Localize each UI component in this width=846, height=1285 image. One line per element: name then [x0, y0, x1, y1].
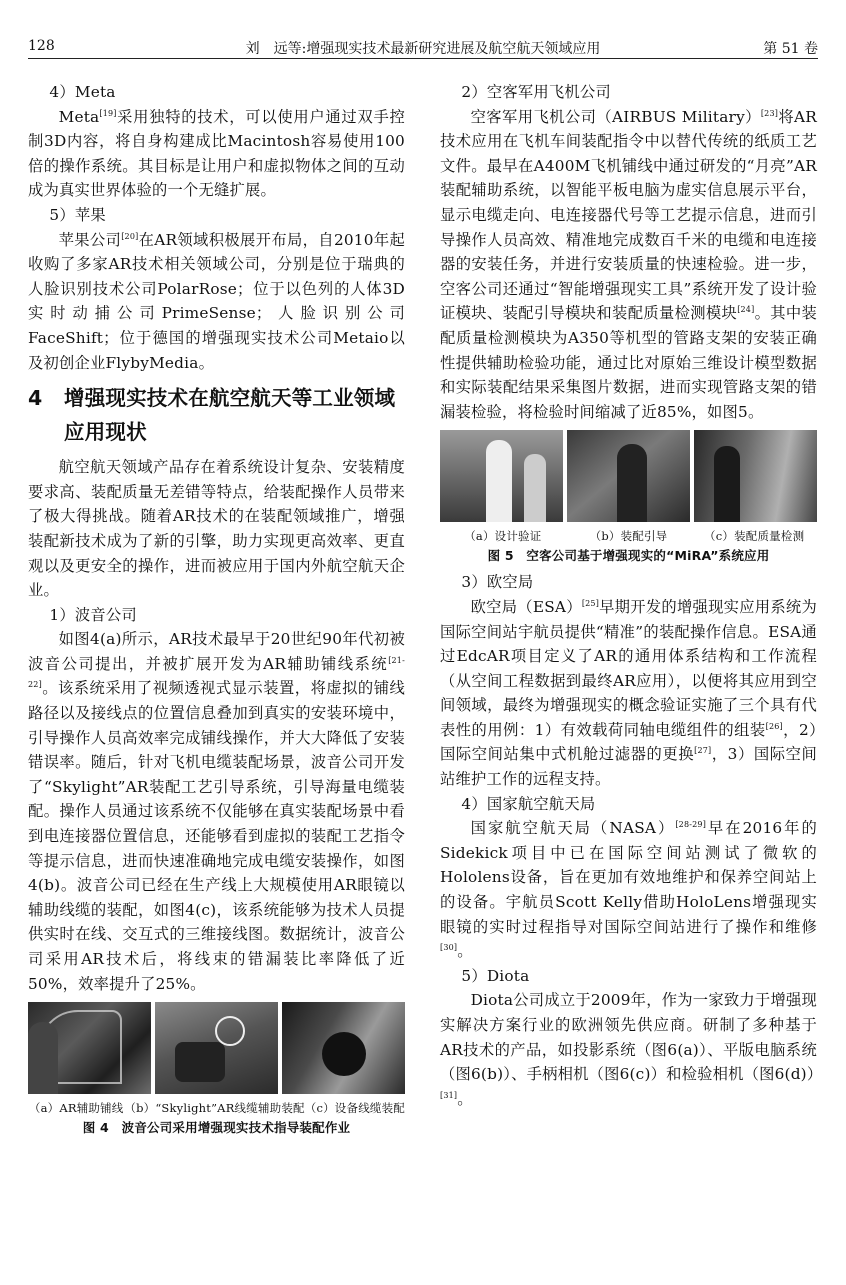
- fig5-title: 图 5 空客公司基于增强现实的“MiRA”系统应用: [487, 548, 770, 564]
- subhead-boeing: 1）波音公司: [49, 605, 137, 624]
- paragraph-apple: 苹果公司[20]在AR领域积极展开布局，自2010年起收购了多家AR技术相关领域公司，分别是位于瑞典的人脸识别技术公司PolarRose；位于以色列的人体3D实时动捕公司PrimeSense；人脸识别公司FaceShift；位于德国的增强现实技术公司Metaio以及初创企业FlybyMedia。: [28, 230, 405, 372]
- section-heading: [28, 381, 405, 449]
- fig5b-photo: [567, 430, 690, 522]
- fig4a-photo: [28, 1002, 151, 1094]
- fig5b-caption: （b）装配引导: [589, 529, 668, 544]
- fig4b-caption: （b）“Skylight”AR线缆辅助装配: [124, 1101, 305, 1116]
- paragraph-boeing: 如图4(a)所示，AR技术最早于20世纪90年代初被波音公司提出，并被扩展开发为AR辅助铺线系统[21-22]。该系统采用了视频透视式显示装置，将虚拟的铺线路径以及接线点的位置信息叠加到真实的安装环境中，引导操作人员高效率完成铺线操作，并大大降低了安装错误率。随后，针对飞机电缆装配场景，波音公司开发了“Skylight”AR装配工艺引导系统，引导海量电缆装配。操作人员通过该系统不仅能够在真实装配场景中看到电连接器位置信息，还能够看到虚拟的装配工艺指令等提示信息，进而快速准确地完成电缆安装操作，如图4(b)。波音公司已经在生产线上大规模使用AR眼镜以辅助线缆的装配，如图4(c)，该系统能够为技术人员提供实时在线、交互式的三维接线图。数据统计，波音公司采用AR技术后，将线束的错漏装比率降低了近50%，效率提升了25%。: [28, 630, 405, 993]
- fig4a-caption: （a）AR辅助铺线: [28, 1101, 124, 1116]
- subhead-airbus: 2）空客军用飞机公司: [461, 83, 611, 101]
- fig4b-photo: [155, 1002, 278, 1094]
- fig5c-caption: （c）装配质量检测: [704, 529, 805, 544]
- paragraph-diota: Diota公司成立于2009年，作为一家致力于增强现实解决方案行业的欧洲领先供应商。研制了多种基于AR技术的产品，如投影系统（图6(a)）、平版电脑系统（图6(b)）、手柄相机（图6(c)）和检验相机（图6(d)）[31]。: [440, 991, 823, 1108]
- subhead-esa: 3）欧空局: [461, 573, 534, 592]
- fig5c-photo: [694, 430, 817, 522]
- paragraph-esa: 欧空局（ESA）[25]早期开发的增强现实应用系统为国际空间站宇航员提供“精准”的装配操作信息。ESA通过EdcAR项目定义了AR的通用体系结构和工作流程（从空间工程数据到最终AR应用），以便将其应用到空间领域，最终为增强现实的概念验证实施了三个具有代表性的用例：1）有效载荷同轴电缆组件的组装[26]，2）国际空间站集中式机舱过滤器的更换[27]，3）国际空间站维护工作的远程支持。: [440, 597, 817, 789]
- section-title: 增强现实技术在航空航天等工业领域应用现状: [64, 386, 396, 445]
- right-column: [440, 80, 823, 1111]
- subhead-meta: 4）Meta: [49, 83, 116, 101]
- page-number: 128: [28, 38, 55, 54]
- paragraph-nasa: 国家航空航天局（NASA）[28-29]早在2016年的Sidekick项目中已在国际空间站测试了微软的Hololens设备，旨在更加有效地维护和保养空间站上的设备。宇航员Scott Kelly借助HoloLens增强现实眼镜的实时过程指导对国际空间站进行了操作和维修[30]。: [440, 819, 818, 961]
- subhead-nasa: 4）国家航空航天局: [461, 794, 596, 813]
- section-number: 4: [28, 386, 43, 411]
- fig5a-photo: [440, 430, 563, 522]
- fig5a-caption: （a）设计验证: [464, 529, 542, 544]
- running-title: 刘 远等:增强现实技术最新研究进展及航空航天领域应用: [245, 41, 601, 57]
- figure-4: [28, 1002, 405, 1138]
- paragraph-airbus: 空客军用飞机公司（AIRBUS Military）[23]将AR技术应用在飞机车间装配指令中以替代传统的纸质工艺文件。最早在A400M飞机铺线中通过研发的“月亮”AR装配辅助系统，以智能平板电脑为虚实信息展示平台，显示电缆走向、电连接器代号等工艺提示信息，进而引导操作人员高效、精准地完成数百千米的电缆和电连接器的安装任务，并进行安装质量的快速检验。进一步，空客公司还通过“智能增强现实工具”系统开发了设计验证模块、装配引导模块和装配质量检测模块[24]。其中装配质量检测模块为A350等机型的管路支架的安装正确性提供辅助检验功能，通过比对原始三维设计模型数据和实际装配结果采集图片数据，进而实现管路支架的错漏装检验，将检验时间缩减了近85%，如图5。: [440, 107, 817, 421]
- subhead-apple: 5）苹果: [49, 205, 106, 224]
- volume-label: 第 51 卷: [763, 41, 818, 57]
- figure-5: [440, 430, 817, 566]
- running-header: [28, 34, 818, 59]
- fig4c-caption: （c）设备线缆装配: [304, 1101, 405, 1116]
- subhead-diota: 5）Diota: [461, 966, 530, 985]
- paragraph-meta: Meta[19]采用独特的技术，可以使用户通过双手控制3D内容，将自身构建成比Macintosh容易使用100倍的操作系统。其目标是让用户和虚拟物体之间的互动成为真实世界体验的一个无缝扩展。: [28, 107, 405, 200]
- fig4c-photo: [282, 1002, 405, 1094]
- fig4-title: 图 4 波音公司采用增强现实技术指导装配作业: [82, 1120, 351, 1136]
- paragraph-intro: 航空航天领域产品存在着系统设计复杂、安装精度要求高、装配质量无差错等特点，给装配操作人员带来了极大得挑战。随着AR技术的在装配领域推广，增强装配新技术成为了新的引擎，助力实现更高效率、更直观以及更安全的操作，进而被应用于国内外航空航天企业。: [28, 458, 405, 600]
- left-column: [28, 80, 405, 1142]
